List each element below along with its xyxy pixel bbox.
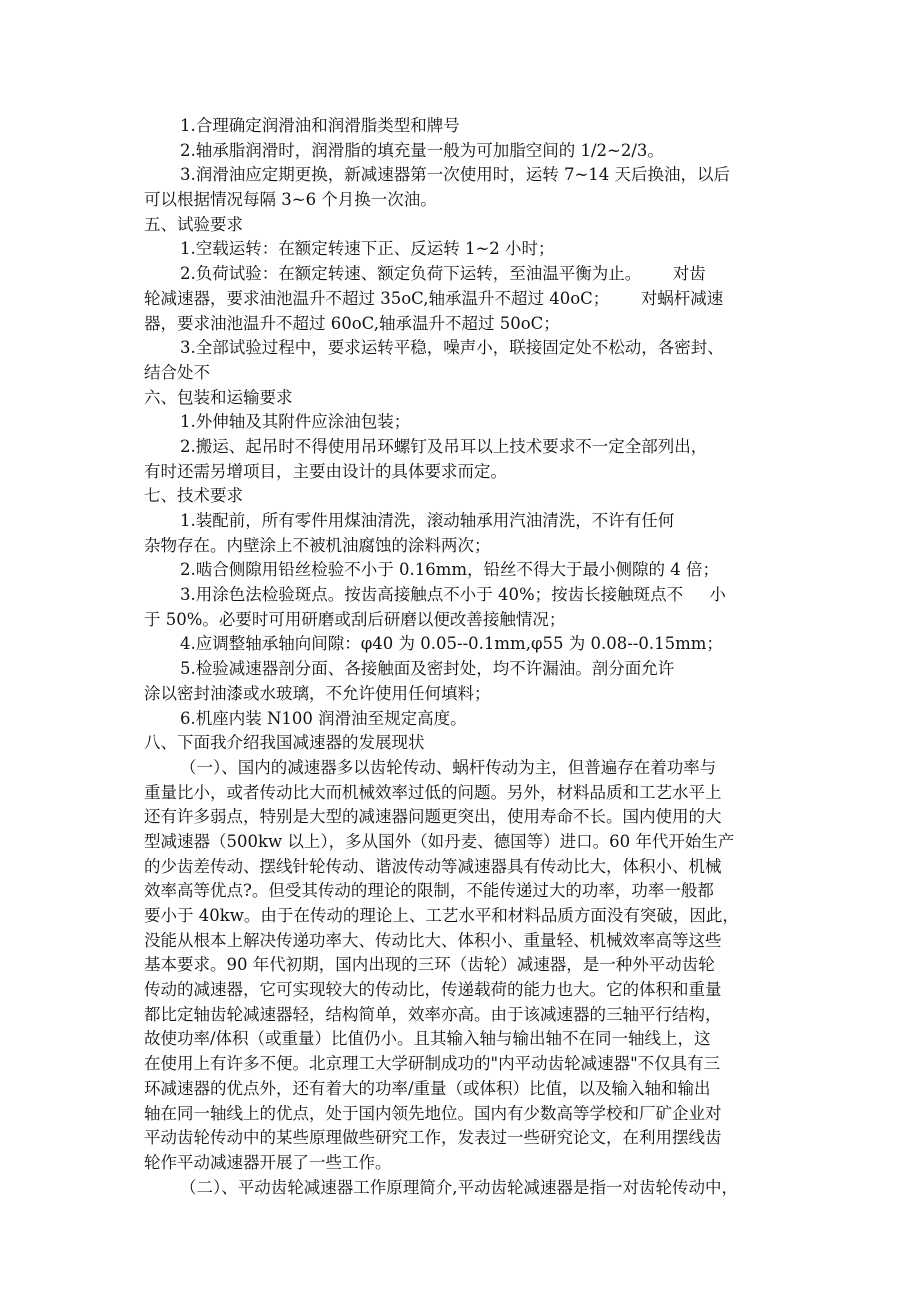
text-line: 4.应调整轴承轴向间隙：φ40 为 0.05--0.1mm,φ55 为 0.08--0.15mm； xyxy=(180,634,723,654)
text-line: 轮作平动减速器开展了一些工作。 xyxy=(144,1152,392,1172)
text-line: 型减速器（500kw 以上），多从国外（如丹麦、德国等）进口。60 年代开始生产 xyxy=(144,831,735,851)
text-line: 要小于 40kw。由于在传动的理论上、工艺水平和材料品质方面没有突破，因此， xyxy=(144,906,739,925)
text-line: 有时还需另增项目，主要由设计的具体要求而定。 xyxy=(144,461,507,481)
text-line: 可以根据情况每隔 3~6 个月换一次油。 xyxy=(144,190,437,210)
section-heading: 五、试验要求 xyxy=(144,214,243,234)
text-line: 结合处不 xyxy=(144,362,210,382)
text-line: 3.全部试验过程中，要求运转平稳，噪声小，联接固定处不松动，各密封、 xyxy=(180,338,724,358)
text-line: 2.搬运、起吊时不得使用吊环螺钉及吊耳以上技术要求不一定全部列出， xyxy=(180,436,708,456)
text-line: （二）、平动齿轮减速器工作原理简介,平动齿轮减速器是指一对齿轮传动中， xyxy=(180,1177,738,1197)
text-line: 还有许多弱点，特别是大型的减速器问题更突出，使用寿命不长。国内使用的大 xyxy=(144,807,722,827)
text-line: 都比定轴齿轮减速器轻，结构简单，效率亦高。由于该减速器的三轴平行结构， xyxy=(144,1004,722,1024)
text-line: 的少齿差传动、摆线针轮传动、谐波传动等减速器具有传动比大，体积小、机械 xyxy=(144,856,722,876)
text-line: 于 50%。必要时可用研磨或刮后研磨以便改善接触情况； xyxy=(144,609,566,629)
text-line: 3.用涂色法检验斑点。按齿高接触点不小于 40%；按齿长接触斑点不 小 xyxy=(180,585,726,605)
text-line: 效率高等优点?。但受其传动的理论的限制，不能传递过大的功率，功率一般都 xyxy=(144,881,714,901)
text-line: 在使用上有许多不便。北京理工大学研制成功的"内平动齿轮减速器"不仅具有三 xyxy=(144,1054,721,1074)
text-line: 重量比小，或者传动比大而机械效率过低的问题。另外，材料品质和工艺水平上 xyxy=(144,782,722,802)
section-heading: 六、包装和运输要求 xyxy=(144,387,293,407)
text-line: 2.啮合侧隙用铅丝检验不小于 0.16mm，铅丝不得大于最小侧隙的 4 倍； xyxy=(180,560,720,580)
text-line: 3.润滑油应定期更换，新减速器第一次使用时，运转 7~14 天后换油，以后 xyxy=(180,165,731,185)
text-line: 2.负荷试验：在额定转速、额定负荷下运转，至油温平衡为止。 对齿 xyxy=(180,264,706,284)
text-line: 平动齿轮传动中的某些原理做些研究工作，发表过一些研究论文，在利用摆线齿 xyxy=(144,1128,722,1148)
text-line: 故使功率/体积（或重量）比值仍小。且其输入轴与输出轴不在同一轴线上，这 xyxy=(144,1029,711,1049)
section-heading: 七、技术要求 xyxy=(144,486,243,506)
text-line: 6.机座内装 N100 润滑油至规定高度。 xyxy=(180,708,467,728)
text-line: 1.空载运转：在额定转速下正、反运转 1~2 小时； xyxy=(180,239,555,259)
text-line: 2.轴承脂润滑时，润滑脂的填充量一般为可加脂空间的 1/2~2/3。 xyxy=(180,140,664,160)
text-line: 传动的减速器，它可实现较大的传动比，传递载荷的能力也大。它的体积和重量 xyxy=(144,980,722,1000)
section-heading: 八、下面我介绍我国减速器的发展现状 xyxy=(144,733,425,753)
text-line: 5.检验减速器剖分面、各接触面及密封处，均不许漏油。剖分面允许 xyxy=(180,659,675,679)
text-line: 没能从根本上解决传递功率大、传动比大、体积小、重量轻、机械效率高等这些 xyxy=(144,930,722,950)
text-line: 轮减速器，要求油池温升不超过 35oC,轴承温升不超过 40oC； 对蜗杆减速 xyxy=(144,288,724,308)
text-line: 杂物存在。内壁涂上不被机油腐蚀的涂料两次； xyxy=(144,535,491,555)
text-line: 环减速器的优点外，还有着大的功率/重量（或体积）比值，以及输入轴和输出 xyxy=(144,1078,711,1098)
text-line: 基本要求。90 年代初期，国内出现的三环（齿轮）减速器，是一种外平动齿轮 xyxy=(144,955,715,975)
text-line: 器，要求油池温升不超过 60oC,轴承温升不超过 50oC； xyxy=(144,313,560,333)
text-line: 1.外伸轴及其附件应涂油包装； xyxy=(180,412,411,432)
text-line: （一）、国内的减速器多以齿轮传动、蜗杆传动为主，但普遍存在着功率与 xyxy=(180,757,717,777)
text-line: 涂以密封油漆或水玻璃，不允许使用任何填料； xyxy=(144,683,491,703)
text-line: 1.装配前，所有零件用煤油清洗，滚动轴承用汽油清洗，不许有任何 xyxy=(180,511,675,530)
text-line: 1.合理确定润滑油和润滑脂类型和牌号 xyxy=(180,116,460,135)
text-line: 轴在同一轴线上的优点，处于国内领先地位。国内有少数高等学校和厂矿企业对 xyxy=(144,1103,722,1123)
